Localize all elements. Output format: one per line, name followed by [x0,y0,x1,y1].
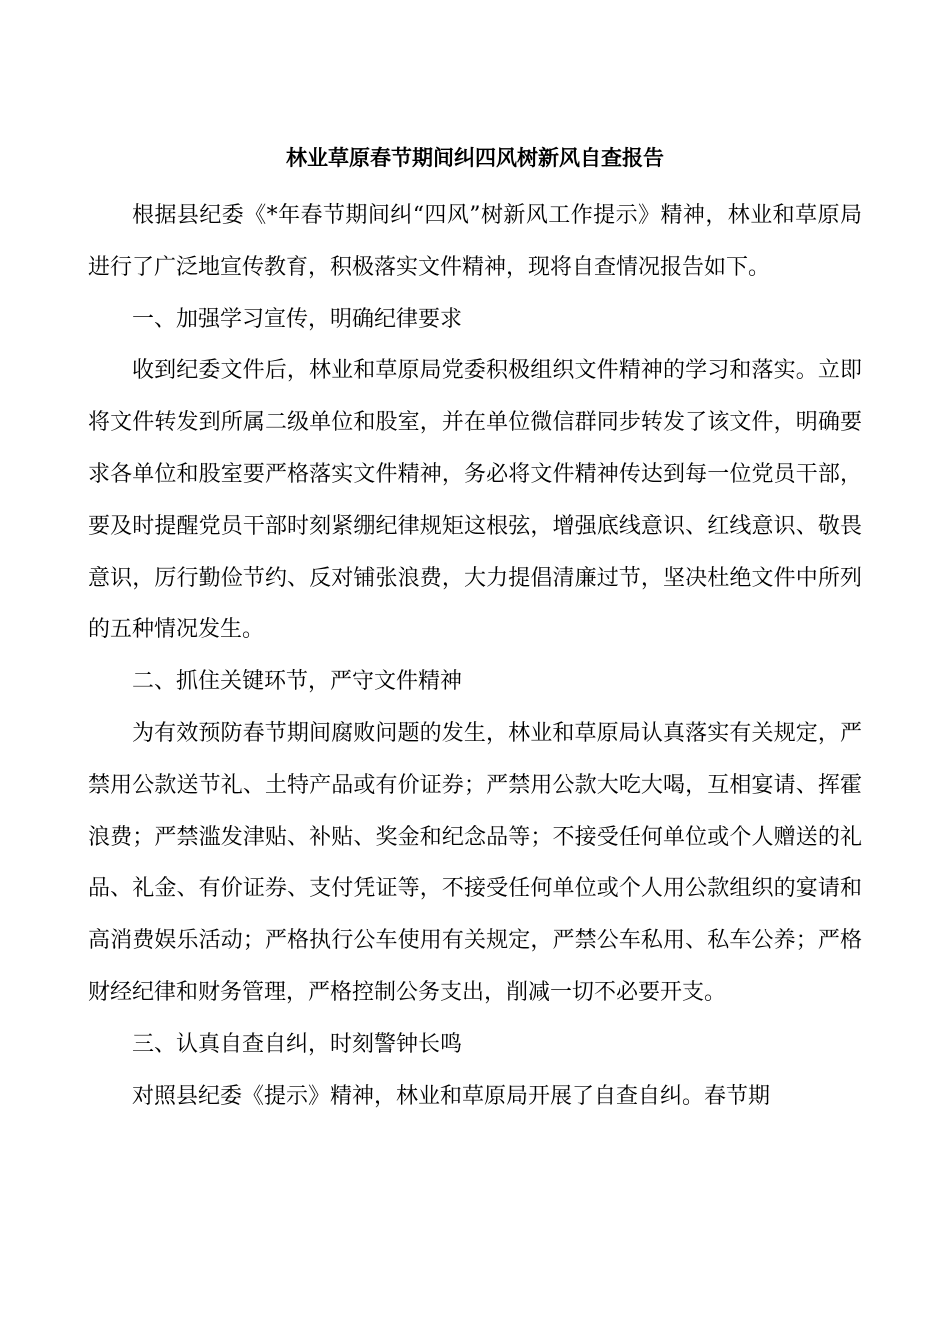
document-title: 林业草原春节期间纠四风树新风自查报告 [286,146,664,170]
section-heading-2: 二、抓住关键环节，严守文件精神 [132,669,463,695]
section-1-paragraph: 收到纪委文件后，林业和草原局党委积极组织文件精神的学习和落实。立即将文件转发到所属二级单位和股室，并在单位微信群同步转发了该文件，明确要求各单位和股室要严格落实文件精神，务必将文件精神传达到每一位党员干部，要及时提醒党员干部时刻紧绷纪律规矩这根弦，增强底线意识、红线意识、敬畏意识，厉行勤俭节约、反对铺张浪费，大力提倡清廉过节，坚决杜绝文件中所列的五种情况发生。 [88,358,862,643]
section-2-paragraph: 为有效预防春节期间腐败问题的发生，林业和草原局认真落实有关规定，严禁用公款送节礼、土特产品或有价证券；严禁用公款大吃大喝，互相宴请、挥霍浪费；严禁滥发津贴、补贴、奖金和纪念品等；不接受任何单位或个人赠送的礼品、礼金、有价证券、支付凭证等，不接受任何单位或个人用公款组织的宴请和高消费娱乐活动；严格执行公车使用有关规定，严禁公车私用、私车公养；严格财经纪律和财务管理，严格控制公务支出，削减一切不必要开支。 [88,720,862,1005]
section-heading-3: 三、认真自查自纠，时刻警钟长鸣 [132,1031,463,1057]
intro-paragraph: 根据县纪委《*年春节期间纠“四风”树新风工作提示》精神，林业和草原局进行了广泛地宣传教育，积极落实文件精神，现将自查情况报告如下。 [88,203,862,280]
document-body [88,190,862,1122]
section-heading-1: 一、加强学习宣传，明确纪律要求 [132,306,463,332]
section-3-paragraph: 对照县纪委《提示》精神，林业和草原局开展了自查自纠。春节期 [132,1083,771,1109]
